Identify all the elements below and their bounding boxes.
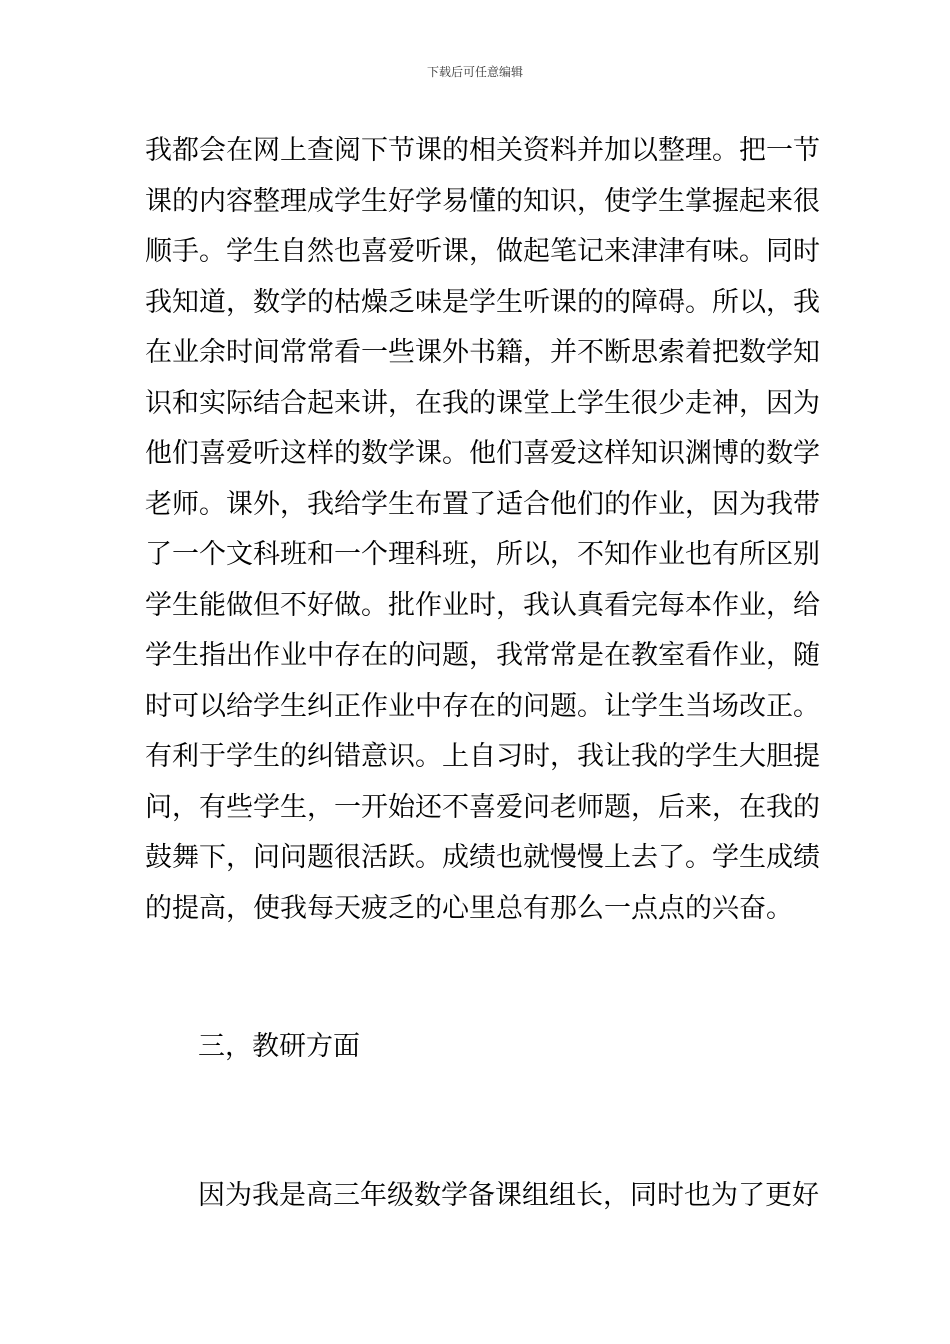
paragraph-line: 老师。课外，我给学生布置了适合他们的作业，因为我带	[145, 488, 820, 520]
body-paragraph-start: 因为我是高三年级数学备课组组长，同时也为了更好	[198, 1180, 819, 1211]
paragraph-line: 的提高，使我每天疲乏的心里总有那么一点点的兴奋。	[145, 892, 793, 924]
paragraph-line: 学生能做但不好做。批作业时，我认真看完每本作业，给	[145, 589, 820, 621]
paragraph-line: 识和实际结合起来讲，在我的课堂上学生很少走神，因为	[145, 387, 820, 419]
paragraph-line: 我知道，数学的枯燥乏味是学生听课的的障碍。所以，我	[145, 286, 820, 318]
paragraph-line: 了一个文科班和一个理科班，所以，不知作业也有所区别	[145, 539, 820, 570]
body-paragraph	[145, 126, 820, 934]
page-header: 下载后可任意编辑	[426, 65, 523, 79]
paragraph-line: 时可以给学生纠正作业中存在的问题。让学生当场改正。	[145, 690, 820, 722]
paragraph-line: 我都会在网上查阅下节课的相关资料并加以整理。把一节	[145, 135, 820, 166]
paragraph-line: 顺手。学生自然也喜爱听课，做起笔记来津津有味。同时	[145, 236, 820, 267]
paragraph-line: 学生指出作业中存在的问题，我常常是在教室看作业，随	[145, 640, 820, 671]
paragraph-line: 课的内容整理成学生好学易懂的知识，使学生掌握起来很	[145, 185, 820, 217]
paragraph-line: 问，有些学生，一开始还不喜爱问老师题，后来，在我的	[145, 791, 820, 823]
paragraph-line: 在业余时间常常看一些课外书籍，并不断思索着把数学知	[145, 337, 820, 368]
paragraph-line: 有利于学生的纠错意识。上自习时，我让我的学生大胆提	[145, 741, 820, 772]
paragraph-line: 鼓舞下，问问题很活跃。成绩也就慢慢上去了。学生成绩	[145, 842, 820, 873]
paragraph-line: 他们喜爱听这样的数学课。他们喜爱这样知识渊博的数学	[145, 438, 820, 469]
section-heading: 三，教研方面	[198, 1031, 360, 1062]
